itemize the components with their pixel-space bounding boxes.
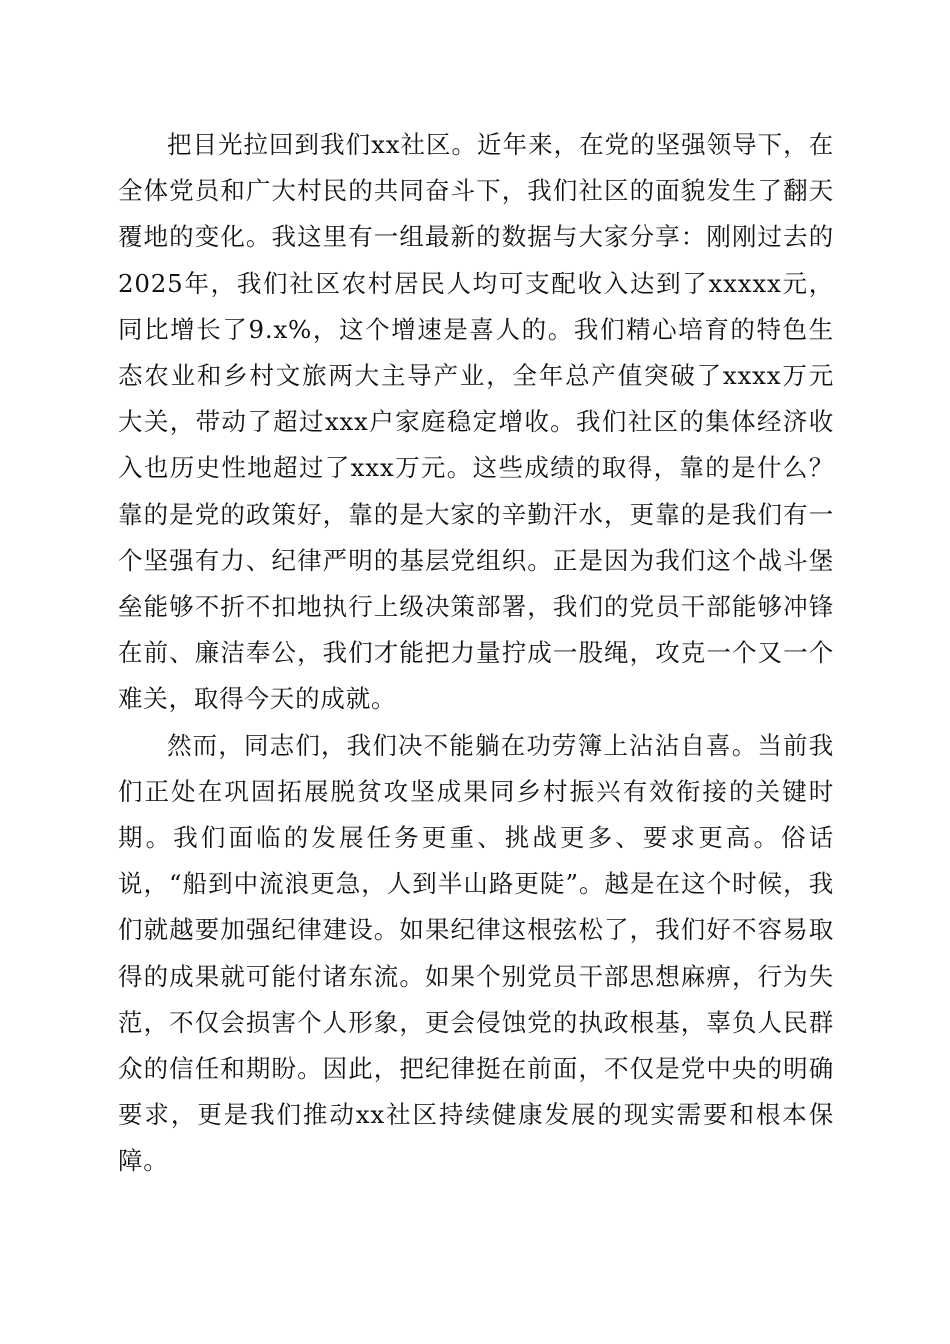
paragraph-discipline-building: 然而，同志们，我们决不能躺在功劳簿上沾沾自喜。当前我们正处在巩固拓展脱贫攻坚成果同乡村振兴有效衔接的关键时期。我们面临的发展任务更重、挑战更多、要求更高。俗话说，“船到中流浪更急，人到半山路更陡”。越是在这个时候，我们就越要加强纪律建设。如果纪律这根弦松了，我们好不容易取得的成果就可能付诸东流。如果个别党员干部思想麻痹，行为失范，不仅会损害个人形象，更会侵蚀党的执政根基，辜负人民群众的信任和期盼。因此，把纪律挺在前面，不仅是党中央的明确要求，更是我们推动xx社区持续健康发展的现实需要和根本保障。: [118, 730, 834, 1176]
document-body: [118, 122, 834, 1185]
paragraph-community-achievements: 把目光拉回到我们xx社区。近年来，在党的坚强领导下，在全体党员和广大村民的共同奋斗下，我们社区的面貌发生了翻天覆地的变化。我这里有一组最新的数据与大家分享：刚刚过去的2025年，我们社区农村居民人均可支配收入达到了xxxxx元，同比增长了9.x%，这个增速是喜人的。我们精心培育的特色生态农业和乡村文旅两大主导产业，全年总产值突破了xxxx万元大关，带动了超过xxx户家庭稳定增收。我们社区的集体经济收入也历史性地超过了xxx万元。这些成绩的取得，靠的是什么？靠的是党的政策好，靠的是大家的辛勤汗水，更靠的是我们有一个坚强有力、纪律严明的基层党组织。正是因为我们这个战斗堡垒能够不折不扣地执行上级决策部署，我们的党员干部能够冲锋在前、廉洁奉公，我们才能把力量拧成一股绳，攻克一个又一个难关，取得今天的成就。: [118, 130, 834, 714]
